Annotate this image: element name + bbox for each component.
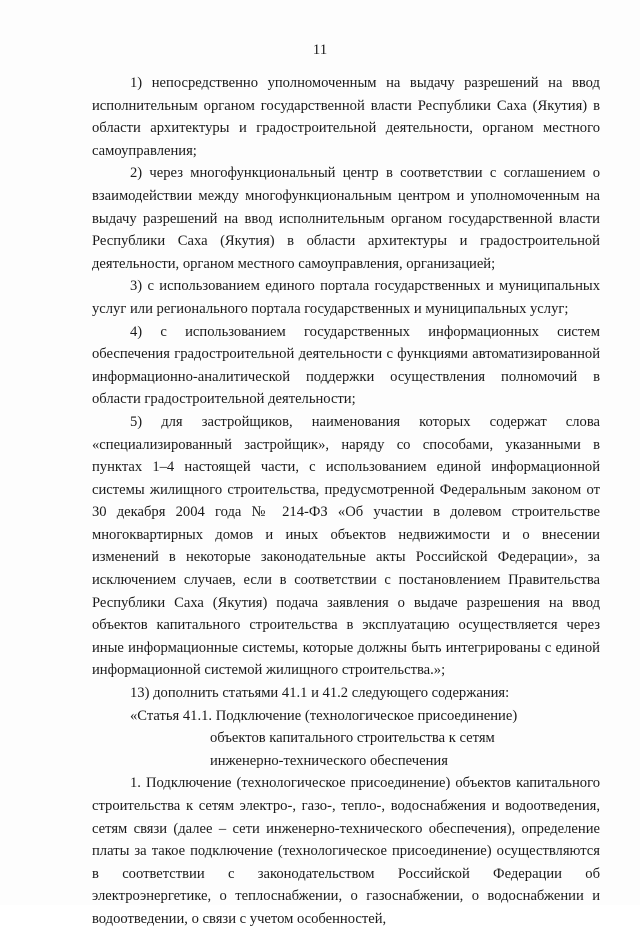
paragraph-item-4: 4) с использованием государственных информационных систем обеспечения градостроительной деятельности с функциями автоматизированной информационно-аналитической поддержки осуществления полномочий в области градостроительной деятельности; — [92, 323, 600, 408]
paragraph-item-2: 2) через многофункциональный центр в соответствии с соглашением о взаимодействии между многофункциональным центром и уполномоченным на выдачу разрешений на ввод исполнительным органом государственной власти Республики Саха (Якутия) в области архитектуры и градостроительной деятельности, органом местного самоуправления, организацией; — [92, 165, 600, 272]
page-number: 11 — [312, 42, 328, 58]
paragraph-item-5: 5) для застройщиков, наименования которых содержат слова «специализированный застройщик», наряду со способами, указанными в пунктах 1–4 настоящей части, с использованием единой информационной системы жилищного строительства, предусмотренной Федеральным законом от 30 декабря 2004 года № 214-ФЗ «Об участии в долевом строительстве многоквартирных домов и иных объектов недвижимости и о внесении изменений в некоторые законодательные акты Российской Федерации», за исключением случаев, если в соответствии с постановлением Правительства Республики Саха (Якутия) подача заявления о выдаче разрешения на ввод объектов капитального строительства в эксплуатацию осуществляется через иные информационные системы, которые должны быть интегрированы с единой информационной системой жилищного строительства.»; — [92, 413, 600, 679]
paragraph-item-1: 1) непосредственно уполномоченным на выдачу разрешений на ввод исполнительным органом государственной власти Республики Саха (Якутия) в области архитектуры и градостроительной деятельности, органом местного самоуправления; — [92, 75, 600, 159]
article-title-line-3: инженерно-технического обеспечения — [210, 752, 448, 769]
paragraph-amendment-13: 13) дополнить статьями 41.1 и 41.2 следующего содержания: — [130, 685, 510, 702]
document-body — [92, 72, 600, 931]
article-title-line-1: «Статья 41.1. Подключение (технологическое присоединение) — [130, 707, 518, 724]
article-paragraph-1: 1. Подключение (технологическое присоединение) объектов капитального строительства к сетям электро-, газо-, тепло-, водоснабжения и водоотведения, сетям связи (далее – сети инженерно-технического обеспечения), определение платы за такое подключение (технологическое присоединение) осуществляются в соответствии с законодательством Российской Федерации об электроэнергетике, о теплоснабжении, о газоснабжении, о водоснабжении и водоотведении, о связи с учетом особенностей, — [92, 775, 600, 927]
paragraph-item-3: 3) с использованием единого портала государственных и муниципальных услуг или регионального портала государственных и муниципальных услуг; — [92, 278, 600, 317]
article-title-line-2: объектов капитального строительства к сетям — [210, 730, 495, 747]
